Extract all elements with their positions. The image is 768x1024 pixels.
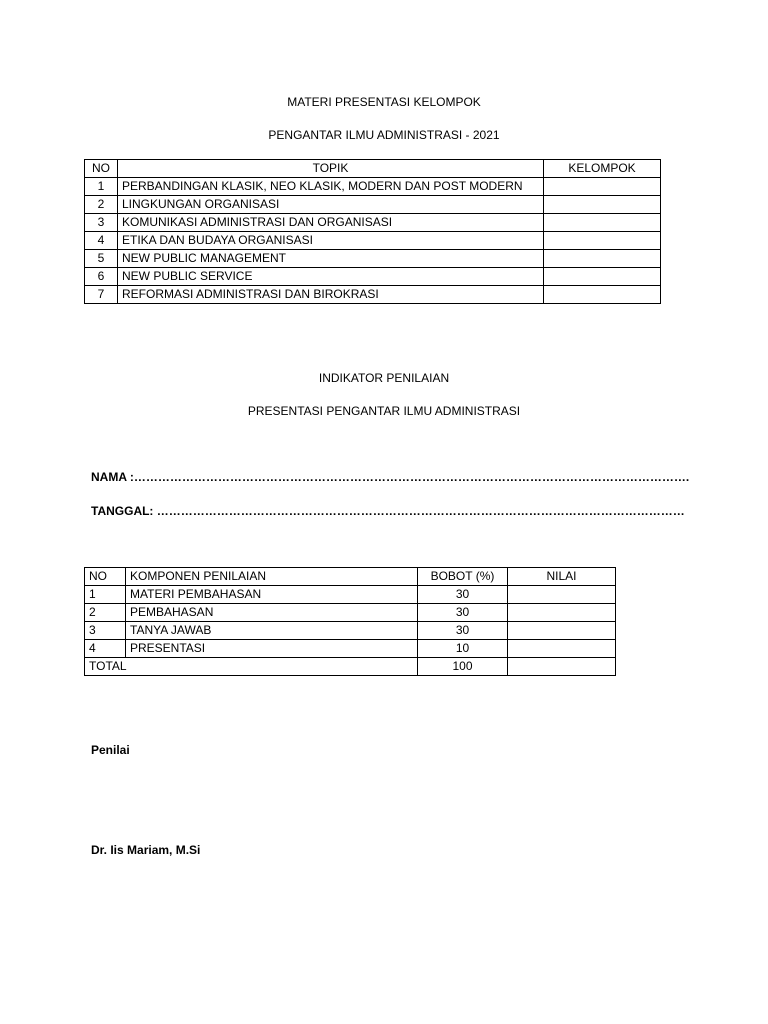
total-label: TOTAL bbox=[85, 658, 418, 676]
row-component: MATERI PEMBAHASAN bbox=[126, 586, 418, 604]
signature-name: Dr. Iis Mariam, M.Si bbox=[91, 843, 201, 857]
row-group bbox=[544, 286, 661, 304]
row-group bbox=[544, 214, 661, 232]
row-group bbox=[544, 196, 661, 214]
total-row bbox=[85, 658, 616, 676]
row-no: 5 bbox=[85, 250, 118, 268]
header-topik: TOPIK bbox=[118, 160, 544, 178]
header-bobot: BOBOT (%) bbox=[418, 568, 508, 586]
row-topic: PERBANDINGAN KLASIK, NEO KLASIK, MODERN DAN POST MODERN bbox=[118, 178, 544, 196]
row-score bbox=[508, 622, 616, 640]
row-score bbox=[508, 586, 616, 604]
row-component: PRESENTASI bbox=[126, 640, 418, 658]
row-topic: LINGKUNGAN ORGANISASI bbox=[118, 196, 544, 214]
signature-label: Penilai bbox=[91, 743, 130, 757]
table-row bbox=[85, 286, 661, 304]
header-komponen: KOMPONEN PENILAIAN bbox=[126, 568, 418, 586]
row-weight: 30 bbox=[418, 586, 508, 604]
row-no: 4 bbox=[85, 640, 126, 658]
table-row bbox=[85, 604, 616, 622]
table-row bbox=[85, 268, 661, 286]
assessment-table bbox=[84, 567, 616, 676]
row-no: 1 bbox=[85, 178, 118, 196]
topics-title: MATERI PRESENTASI KELOMPOK bbox=[287, 95, 481, 109]
name-field[interactable]: NAMA :…………………………………………………………………………………………………………………………. bbox=[91, 470, 690, 484]
table-header-row bbox=[85, 568, 616, 586]
total-score bbox=[508, 658, 616, 676]
row-component: PEMBAHASAN bbox=[126, 604, 418, 622]
row-no: 4 bbox=[85, 232, 118, 250]
row-no: 6 bbox=[85, 268, 118, 286]
row-topic: ETIKA DAN BUDAYA ORGANISASI bbox=[118, 232, 544, 250]
table-row bbox=[85, 640, 616, 658]
row-topic: REFORMASI ADMINISTRASI DAN BIROKRASI bbox=[118, 286, 544, 304]
table-header-row bbox=[85, 160, 661, 178]
table-row bbox=[85, 622, 616, 640]
table-row bbox=[85, 232, 661, 250]
row-score bbox=[508, 640, 616, 658]
table-row bbox=[85, 214, 661, 232]
total-weight: 100 bbox=[418, 658, 508, 676]
row-group bbox=[544, 232, 661, 250]
table-row bbox=[85, 196, 661, 214]
table-row bbox=[85, 586, 616, 604]
row-no: 1 bbox=[85, 586, 126, 604]
row-topic: NEW PUBLIC MANAGEMENT bbox=[118, 250, 544, 268]
row-topic: NEW PUBLIC SERVICE bbox=[118, 268, 544, 286]
header-kelompok: KELOMPOK bbox=[544, 160, 661, 178]
table-row bbox=[85, 178, 661, 196]
assessment-subtitle: PRESENTASI PENGANTAR ILMU ADMINISTRASI bbox=[247, 404, 521, 418]
row-no: 3 bbox=[85, 622, 126, 640]
header-no: NO bbox=[85, 568, 126, 586]
row-group bbox=[544, 268, 661, 286]
row-no: 3 bbox=[85, 214, 118, 232]
row-no: 2 bbox=[85, 196, 118, 214]
date-field[interactable]: TANGGAL: …………………………………………………………………………………………………………………… bbox=[91, 504, 685, 518]
header-no: NO bbox=[85, 160, 118, 178]
header-nilai: NILAI bbox=[508, 568, 616, 586]
row-weight: 30 bbox=[418, 622, 508, 640]
table-row bbox=[85, 250, 661, 268]
row-component: TANYA JAWAB bbox=[126, 622, 418, 640]
row-weight: 10 bbox=[418, 640, 508, 658]
topics-table bbox=[84, 159, 661, 304]
row-no: 7 bbox=[85, 286, 118, 304]
row-topic: KOMUNIKASI ADMINISTRASI DAN ORGANISASI bbox=[118, 214, 544, 232]
assessment-title: INDIKATOR PENILAIAN bbox=[318, 371, 450, 385]
row-weight: 30 bbox=[418, 604, 508, 622]
topics-subtitle: PENGANTAR ILMU ADMINISTRASI - 2021 bbox=[268, 128, 500, 142]
row-no: 2 bbox=[85, 604, 126, 622]
row-group bbox=[544, 250, 661, 268]
row-score bbox=[508, 604, 616, 622]
row-group bbox=[544, 178, 661, 196]
